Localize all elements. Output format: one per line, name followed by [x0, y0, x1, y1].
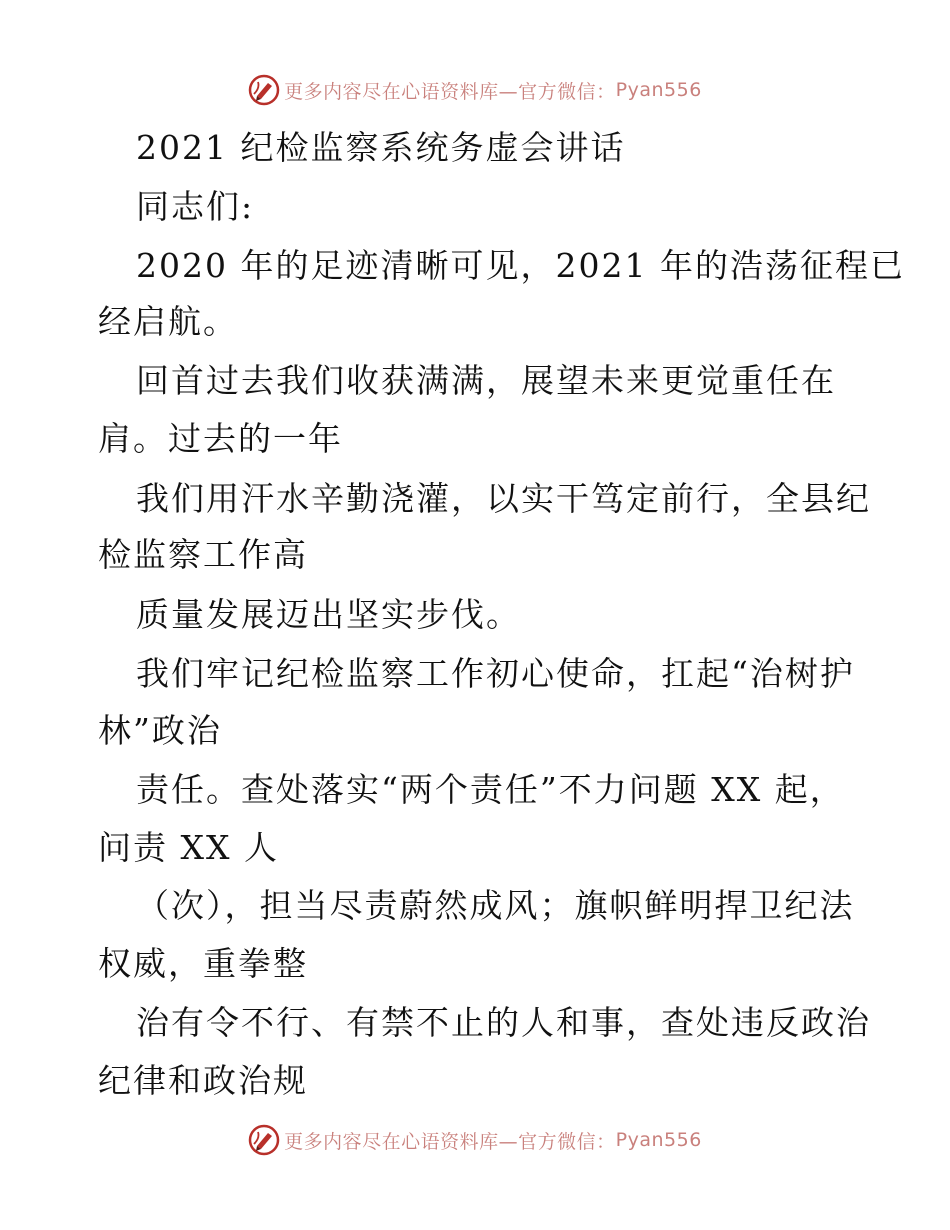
paragraph-line: 回首过去我们收获满满，展望未来更觉重任在	[136, 361, 836, 400]
paragraph-line: 治有令不行、有禁不止的人和事，查处违反政治	[136, 1003, 871, 1042]
paragraph-line: 肩。过去的一年	[98, 419, 343, 458]
document-title: 2021 纪检监察系统务虚会讲话	[136, 128, 626, 167]
paragraph-line: 权威，重拳整	[98, 944, 308, 983]
paragraph-line: 责任。查处落实“两个责任”不力问题 XX 起，	[136, 770, 845, 809]
paragraph-line: （次），担当尽责蔚然成风；旗帜鲜明捍卫纪法	[136, 886, 855, 925]
paragraph-line: 我们用汗水辛勤浇灌，以实干笃定前行，全县纪	[136, 479, 871, 518]
salutation: 同志们:	[136, 187, 255, 226]
paragraph-line: 林”政治	[98, 711, 222, 750]
paragraph-line: 我们牢记纪检监察工作初心使命，扛起“治树护	[136, 654, 855, 693]
pen-seal-logo-icon	[248, 1124, 280, 1156]
paragraph-line: 2020 年的足迹清晰可见，2021 年的浩荡征程已	[136, 246, 905, 285]
watermark-text: 更多内容尽在心语资料库—官方微信：	[284, 80, 616, 103]
watermark-account: Pyan556	[615, 1129, 702, 1151]
paragraph-line: 经启航。	[98, 302, 238, 341]
watermark-text: 更多内容尽在心语资料库—官方微信：	[284, 1130, 616, 1153]
paragraph-line: 质量发展迈出坚实步伐。	[136, 595, 521, 634]
paragraph-line: 检监察工作高	[98, 535, 308, 574]
paragraph-line: 问责 XX 人	[98, 828, 279, 867]
watermark-account: Pyan556	[615, 79, 702, 101]
footer-watermark	[0, 1120, 950, 1160]
paragraph-line: 纪律和政治规	[98, 1061, 308, 1100]
